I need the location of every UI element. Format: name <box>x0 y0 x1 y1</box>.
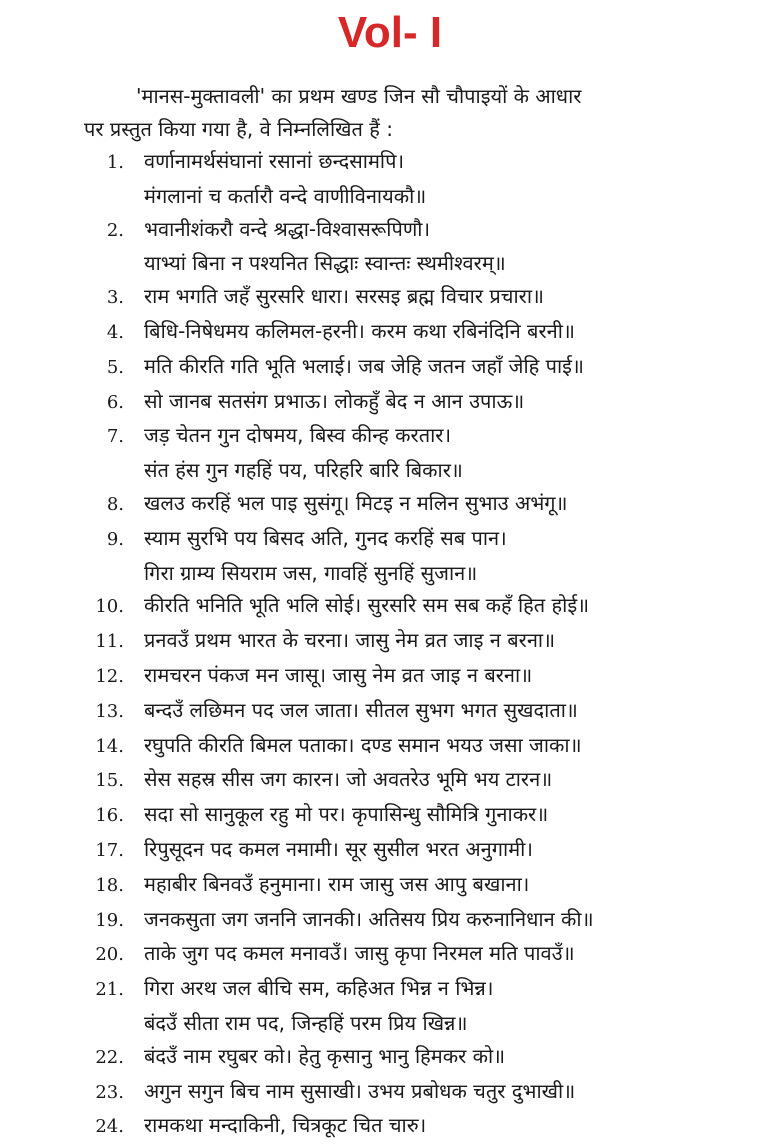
verse-text: राम भगति जहँ सुरसरि धारा। सरसइ ब्रह्म विचार प्रचारा॥ <box>144 284 544 309</box>
verse-text: गिरा अरथ जल बीचि सम, कहिअत भिन्न न भिन्न। <box>144 976 494 1001</box>
verse-text: जनकसुता जग जननि जानकी। अतिसय प्रिय करुनानिधान की॥ <box>144 906 594 931</box>
verse-text: बन्दउँ लछिमन पद जल जाता। सीतल सुभग भगत सुखदाता॥ <box>144 697 578 722</box>
verse-text: वर्णानामर्थसंघानां रसानां छन्दसामपि। <box>144 149 405 173</box>
verse-number: 17. <box>95 839 124 861</box>
verse-row <box>86 1075 706 1110</box>
verse-text: मंगलानां च कर्तारौ वन्दे वाणीविनायकौ॥ <box>144 183 427 208</box>
verse-number: 8. <box>106 493 124 515</box>
intro-line: 'मानस-मुक्तावली' का प्रथम खण्ड जिन सौ चौपाइयों के आधार <box>136 84 582 108</box>
verse-number: 21. <box>95 979 124 1001</box>
verse-number: 15. <box>95 770 124 792</box>
verse-row <box>86 868 706 903</box>
verse-number: 10. <box>95 596 124 618</box>
verse-text: रिपुसूदन पद कमल नमामी। सूर सुसील भरत अनुगामी। <box>144 836 533 861</box>
verse-text: स्याम सुरभि पय बिसद अति, गुनद करहिं सब पान। <box>144 525 507 550</box>
verse-number: 9. <box>106 528 124 550</box>
verse-row <box>86 454 706 487</box>
intro-paragraph <box>84 80 694 146</box>
verse-row <box>86 1109 706 1144</box>
verse-number: 23. <box>95 1081 124 1103</box>
verse-row <box>86 315 706 350</box>
verse-number: 13. <box>95 700 124 722</box>
verse-number: 5. <box>106 356 124 378</box>
verse-text: गिरा ग्राम्य सियराम जस, गावहिं सुनहिं सुजान॥ <box>144 560 478 585</box>
verse-text: सो जानब सतसंग प्रभाऊ। लोकहुँ बेद न आन उपाऊ॥ <box>144 388 525 413</box>
verse-row <box>86 1007 706 1040</box>
verse-number: 12. <box>95 665 124 687</box>
verse-text: रघुपति कीरति बिमल पताका। दण्ड समान भयउ जसा जाका॥ <box>144 732 582 757</box>
verse-row <box>86 729 706 764</box>
verse-row <box>86 589 706 624</box>
verse-row <box>86 903 706 938</box>
verse-row <box>86 213 706 248</box>
verse-row <box>86 1040 706 1075</box>
verse-number: 1. <box>106 152 124 173</box>
verse-number: 24. <box>95 1116 124 1138</box>
verse-text: बंदउँ सीता राम पद, जिन्हहिं परम प्रिय खिन्न॥ <box>144 1010 468 1035</box>
verse-text: जड़ चेतन गुन दोषमय, बिस्व कीन्ह करतार। <box>144 423 452 448</box>
verse-row <box>86 487 706 522</box>
verse-row <box>86 180 706 213</box>
verse-row <box>86 280 706 315</box>
verse-row <box>86 350 706 385</box>
verse-row <box>86 798 706 833</box>
verse-text: कीरति भनिति भूति भलि सोई। सुरसरि सम सब कहँ हित होई॥ <box>144 593 590 618</box>
verse-text: बिधि-निषेधमय कलिमल-हरनी। करम कथा रबिनंदिनि बरनी॥ <box>144 318 575 343</box>
verse-number: 6. <box>106 391 124 413</box>
verse-text: भवानीशंकरौ वन्दे श्रद्धा-विश्वासरूपिणौ। <box>144 216 431 241</box>
page-title: Vol- I <box>337 8 443 57</box>
verse-text: रामकथा मन्दाकिनी, चित्रकूट चित चारु। <box>144 1113 427 1138</box>
verse-row <box>86 247 706 280</box>
verse-number: 14. <box>95 735 124 757</box>
verse-number: 7. <box>106 426 124 448</box>
verse-text: बंदउँ नाम रघुबर को। हेतु कृसानु भानु हिमकर को॥ <box>144 1043 506 1068</box>
verse-number: 16. <box>95 805 124 827</box>
verse-row <box>86 385 706 420</box>
verse-number: 22. <box>95 1046 124 1068</box>
verse-text: सेस सहस्र सीस जग कारन। जो अवतरेउ भूमि भय टारन॥ <box>144 767 553 792</box>
verse-number: 3. <box>106 287 124 309</box>
verse-number: 18. <box>95 874 124 896</box>
intro-line: पर प्रस्तुत किया गया है, वे निम्नलिखित हैं : <box>84 117 393 141</box>
verse-text: खलउ करहिं भल पाइ सुसंगू। मिटइ न मलिन सुभाउ अभंगू॥ <box>144 490 568 515</box>
verse-number: 19. <box>95 909 124 931</box>
verse-number: 2. <box>106 219 124 241</box>
verse-list <box>86 145 706 1144</box>
verse-text: सदा सो सानुकूल रहु मो पर। कृपासिन्धु सौमित्रि गुनाकर॥ <box>144 802 549 827</box>
verse-text: संत हंस गुन गहहिं पय, परिहरि बारि बिकार॥ <box>144 458 463 483</box>
verse-row <box>86 145 706 180</box>
verse-number: 20. <box>95 944 124 966</box>
verse-row <box>86 833 706 868</box>
verse-row <box>86 557 706 590</box>
verse-text: अगुन सगुन बिच नाम सुसाखी। उभय प्रबोधक चतुर दुभाखी॥ <box>144 1078 576 1103</box>
verse-text: प्रनवउँ प्रथम भारत के चरना। जासु नेम व्रत जाइ न बरना॥ <box>144 628 556 653</box>
verse-text: मति कीरति गति भूति भलाई। जब जेहि जतन जहाँ जेहि पाई॥ <box>144 353 584 378</box>
verse-number: 11. <box>95 631 124 653</box>
verse-row <box>86 972 706 1007</box>
verse-row <box>86 659 706 694</box>
verse-row <box>86 937 706 972</box>
verse-text: ताके जुग पद कमल मनावउँ। जासु कृपा निरमल मति पावउँ॥ <box>144 941 575 966</box>
verse-text: महाबीर बिनवउँ हनुमाना। राम जासु जस आपु बखाना। <box>144 871 530 896</box>
verse-row <box>86 522 706 557</box>
verse-row <box>86 763 706 798</box>
verse-row <box>86 419 706 454</box>
verse-row <box>86 694 706 729</box>
verse-text: याभ्यां बिना न पश्यनित सिद्धाः स्वान्तः स्थमीश्वरम्॥ <box>144 251 506 276</box>
verse-number: 4. <box>106 321 124 343</box>
verse-text: रामचरन पंकज मन जासू। जासु नेम व्रत जाइ न बरना॥ <box>144 662 533 687</box>
verse-row <box>86 624 706 659</box>
